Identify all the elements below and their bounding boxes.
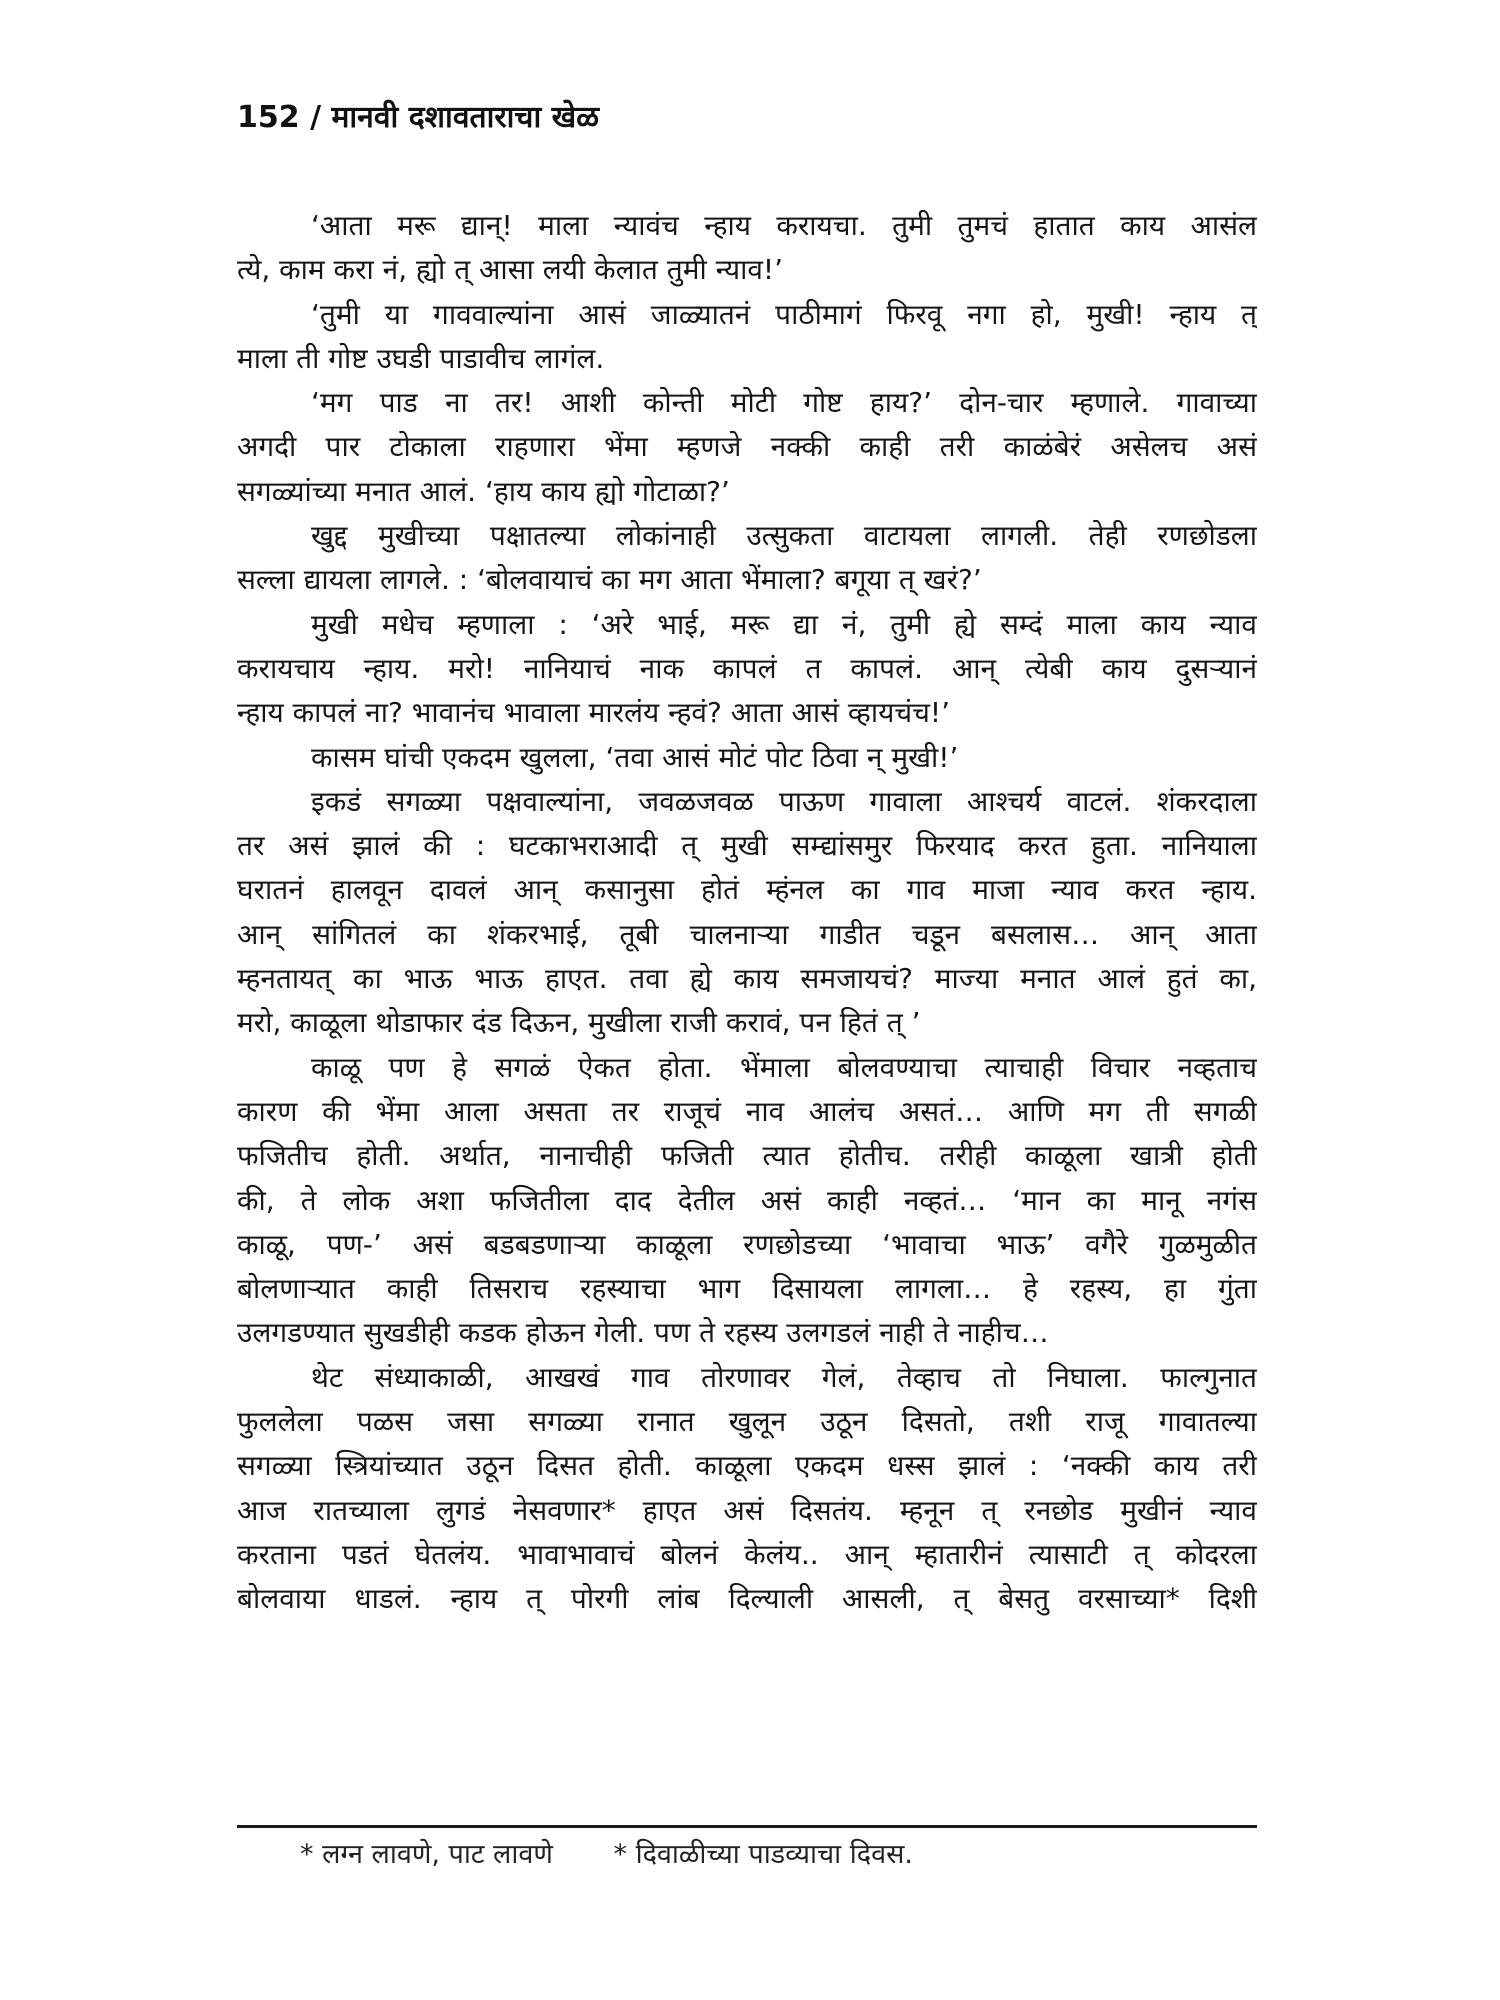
text-line: बोलणाऱ्यात काही तिसराच रहस्याचा भाग दिसायला लागला… हे रहस्य, हा गुंता [237,1272,1257,1306]
text-line: ‘मग पाड ना तर! आशी कोन्ती मोटी गोष्ट हाय?’ दोन-चार म्हणाले. गावाच्या [311,386,1257,420]
text-line: आज रातच्याला लुगडं नेसवणार* हाएत असं दिसतंय. म्हनून त् रनछोड मुखीनं न्याव [237,1493,1257,1527]
text-line: फुललेला पळस जसा सगळ्या रानात खुलून उठून दिसतो, तशी राजू गावातल्या [237,1405,1257,1439]
footnote-item: * दिवाळीच्या पाडव्याचा दिवस. [613,1839,913,1870]
text-line: घरातनं हालवून दावलं आन् कसानुसा होतं म्हंनल का गाव माजा न्याव करत न्हाय. [237,873,1257,907]
text-line: काळू पण हे सगळं ऐकत होता. भेंमाला बोलवण्याचा त्याचाही विचार नव्हताच [311,1050,1257,1084]
footnote-item: * लग्न लावणे, पाट लावणे [300,1839,553,1870]
text-line: ‘आता मरू द्यान्! माला न्यावंच न्हाय करायचा. तुमी तुमचं हातात काय आसंल [311,209,1257,242]
text-line: तर असं झालं की : घटकाभराआदी त् मुखी सम्द्यांसमुर फिरयाद करत हुता. नानियाला [237,829,1257,863]
text-line: बोलवाया धाडलं. न्हाय त् पोरगी लांब दिल्याली आसली, त् बेसतु वरसाच्या* दिशी [237,1582,1257,1616]
text-line: माला ती गोष्ट उघडी पाडावीच लागंल. [237,341,605,375]
text-line: त्ये, काम करा नं, ह्यो त् आसा लयी केलात तुमी न्याव!’ [237,253,784,287]
text-line: मुखी मधेच म्हणाला : ‘अरे भाई, मरू द्या नं, तुमी ह्ये सम्दं माला काय न्याव [311,607,1257,641]
text-line: करताना पडतं घेतलंय. भावाभावाचं बोलनं केलंय.. आन् म्हातारीनं त्यासाटी त् कोदरला [237,1537,1257,1571]
text-line: थेट संध्याकाळी, आखखं गाव तोरणावर गेलं, तेव्हाच तो निघाला. फाल्गुनात [311,1360,1257,1394]
text-line: इकडं सगळ्या पक्षवाल्यांना, जवळजवळ पाऊण गावाला आश्चर्य वाटलं. शंकरदाला [311,784,1257,818]
text-line: सल्ला द्यायला लागले. : ‘बोलवायाचं का मग आता भेंमाला? बगूया त् खरं?’ [237,563,982,597]
text-line: खुद्द मुखीच्या पक्षातल्या लोकांनाही उत्सुकता वाटायला लागली. तेही रणछोडला [311,519,1257,553]
text-line: उलगडण्यात सुखडीही कडक होऊन गेली. पण ते रहस्य उलगडलं नाही ते नाहीच… [237,1316,1049,1350]
text-line: न्हाय कापलं ना? भावानंच भावाला मारलंय न्हवं? आता आसं व्हायचंच!’ [237,696,951,730]
footnotes [300,1835,913,1875]
text-line: अगदी पार टोकाला राहणारा भेंमा म्हणजे नक्की काही तरी काळंबेरं असेलच असं [237,430,1257,464]
text-line: की, ते लोक अशा फजितीला दाद देतील असं काही नव्हतं… ‘मान का मानू नगंस [237,1183,1257,1217]
text-line: मरो, काळूला थोडाफार दंड दिऊन, मुखीला राजी करावं, पन हितं त् ’ [237,1006,921,1040]
text-line: सगळ्या स्त्रियांच्यात उठून दिसत होती. काळूला एकदम धस्स झालं : ‘नक्की काय तरी [237,1449,1257,1483]
text-line: करायचाय न्हाय. मरो! नानियाचं नाक कापलं त कापलं. आन् त्येबी काय दुसऱ्यानं [237,651,1257,685]
text-line: म्हनतायत् का भाऊ भाऊ हाएत. तवा ह्ये काय समजायचं? माज्या मनात आलं हुतं का, [237,962,1257,996]
text-line: सगळ्यांच्या मनात आलं. ‘हाय काय ह्यो गोटाळा?’ [237,474,730,508]
text-line: ‘तुमी या गाववाल्यांना आसं जाळ्यातनं पाठीमागं फिरवू नगा हो, मुखी! न्हाय त् [311,297,1257,331]
footnote-divider [237,1825,1257,1828]
text-line: कारण की भेंमा आला असता तर राजूचं नाव आलंच असतं… आणि मग ती सगळी [237,1094,1257,1128]
body-text [237,204,1257,1622]
text-line: फजितीच होती. अर्थात, नानाचीही फजिती त्यात होतीच. तरीही काळूला खात्री होती [237,1139,1257,1173]
text-line: काळू, पण-’ असं बडबडणाऱ्या काळूला रणछोडच्या ‘भावाचा भाऊ’ वगैरे गुळमुळीत [237,1227,1257,1261]
text-line: आन् सांगितलं का शंकरभाई, तूबी चालनाऱ्या गाडीत चडून बसलास… आन् आता [237,917,1257,951]
text-line: कासम घांची एकदम खुलला, ‘तवा आसं मोटं पोट ठिवा न् मुखी!’ [311,740,959,774]
running-header: 152 / मानवी दशावताराचा खेळ [237,100,600,135]
